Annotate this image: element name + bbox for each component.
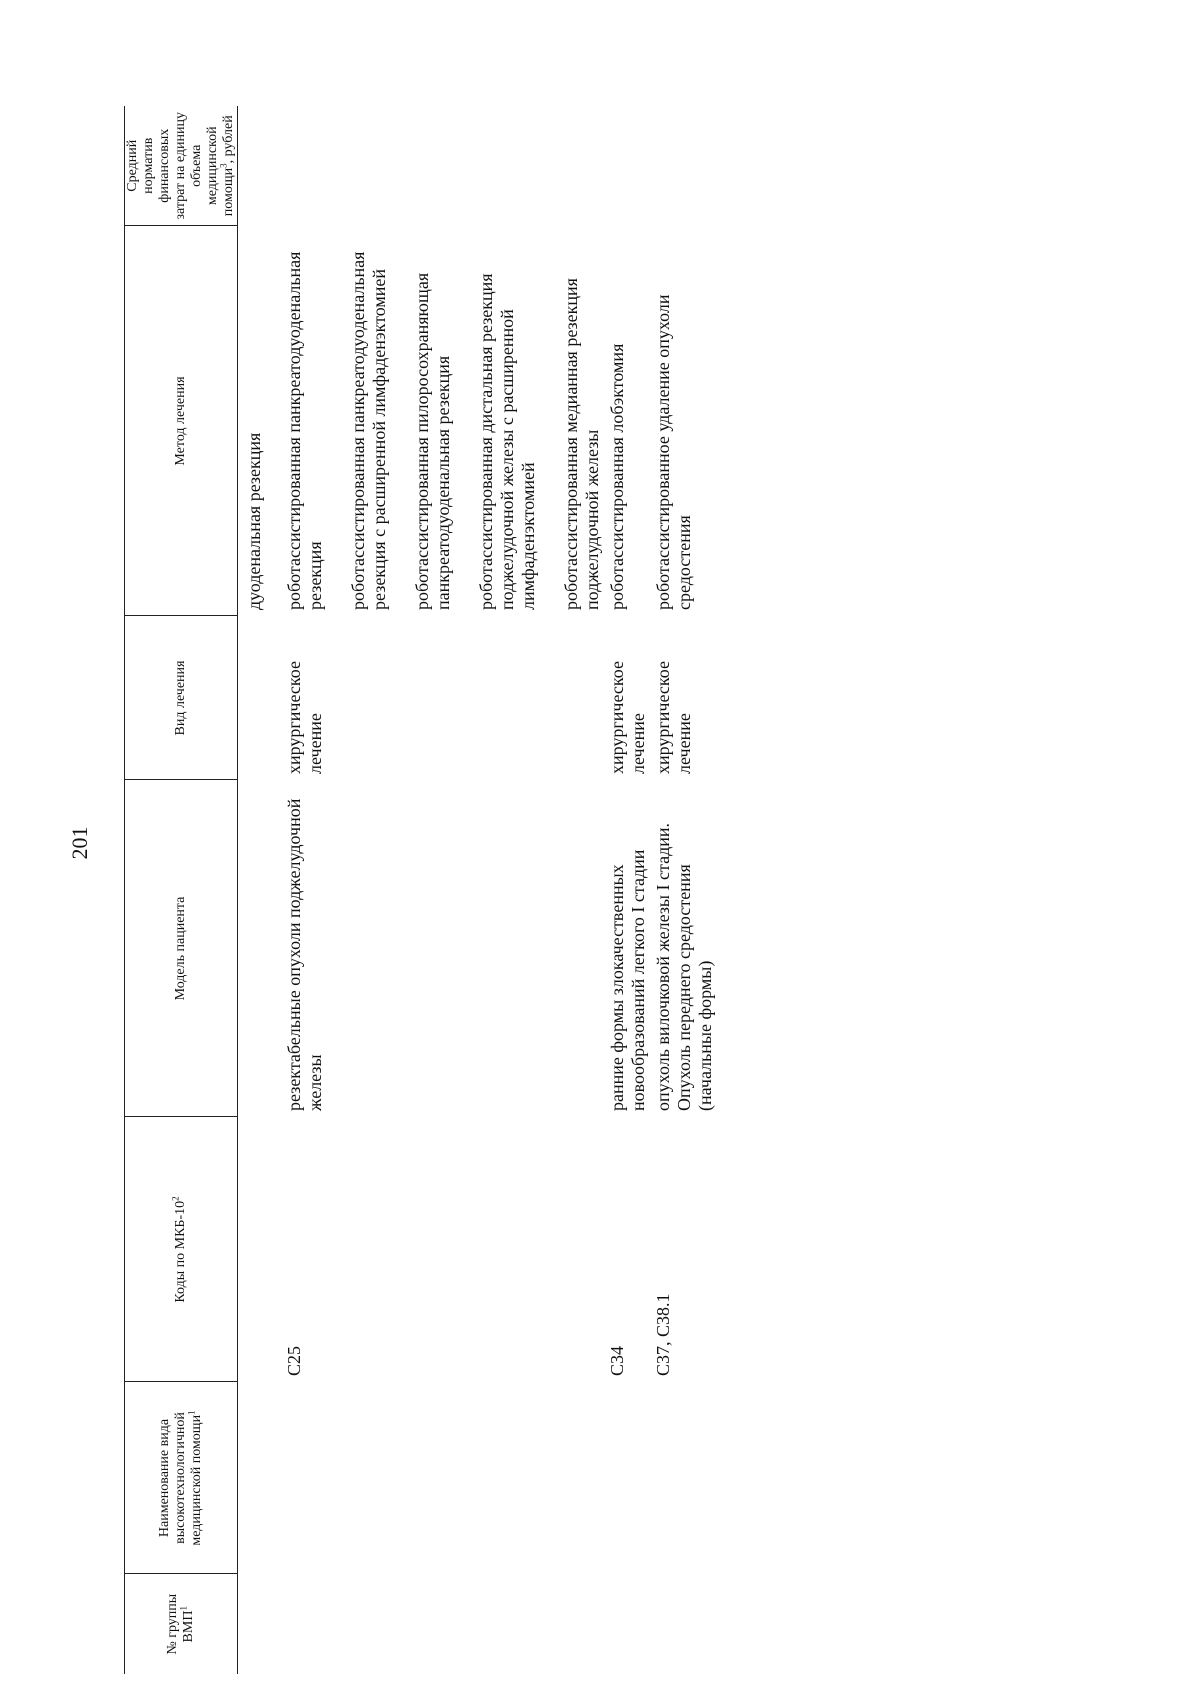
treatment-method-cell — [280, 226, 603, 616]
treatment-method-cell — [649, 226, 716, 616]
treatment-type-cell: хирургическое лечение — [607, 661, 648, 774]
icd-code-cell: C37, C38.1 — [653, 1293, 673, 1376]
header-patient-model: Модель пациента — [125, 780, 238, 1117]
treatment-type-cell: хирургическое лечение — [653, 661, 694, 774]
header-vmp-name: Наименование вида высокотехнологичной медицинской помощи$^1$ — [125, 1382, 238, 1574]
header-group-no: № группы ВМП$^1$ — [125, 1574, 238, 1674]
table-row — [603, 106, 649, 1674]
header-treatment-type: Вид лечения — [125, 616, 238, 780]
patient-model-cell: опухоль вилочковой железы I стадии. Опухоль переднего средостения (начальные формы) — [653, 822, 715, 1111]
method-item: роботассистированная панкреатодуоденальная резекция с расширенной лимфаденэктомией — [348, 251, 389, 610]
patient-model-cell: ранние формы злокачественных новообразований легкого I стадии — [607, 849, 648, 1111]
header-cost-norm: Средний норматив финансовых затрат на единицу объема медицинской помощи$^3$, рублей — [125, 106, 238, 226]
table-header-row — [125, 106, 238, 1674]
method-item: роботассистированное удаление опухоли средостения — [653, 294, 694, 610]
treatment-method-cell — [603, 226, 649, 616]
table-row — [649, 106, 716, 1674]
header-treatment-method: Метод лечения — [125, 226, 238, 616]
method-item: роботассистированная дистальная резекция поджелудочной железы с расширенной лимфаденэктомией — [476, 273, 538, 610]
method-item: роботассистированная лобэктомия — [607, 343, 627, 610]
table-row — [280, 106, 603, 1674]
method-item: роботассистированная медианная резекция поджелудочной железы — [561, 278, 602, 610]
icd-code-cell: C25 — [284, 1345, 304, 1376]
page-number: 201 — [67, 826, 92, 860]
patient-model-cell: резектабельные опухоли поджелудочной железы — [284, 798, 325, 1111]
method-item: роботассистированная панкреатодуоденальная резекция — [284, 251, 325, 610]
header-icd-codes: Коды по МКБ-$10^2$ — [125, 1117, 238, 1382]
icd-code-cell: C34 — [607, 1345, 627, 1376]
method-item: роботассистированная пилоросохраняющая панкреатодуоденальная резекция — [412, 272, 453, 610]
table-row-continuation — [238, 106, 281, 1674]
vmp-table — [124, 106, 716, 1674]
treatment-type-cell: хирургическое лечение — [284, 661, 325, 774]
continuation-method: дуоденальная резекция — [244, 432, 264, 610]
